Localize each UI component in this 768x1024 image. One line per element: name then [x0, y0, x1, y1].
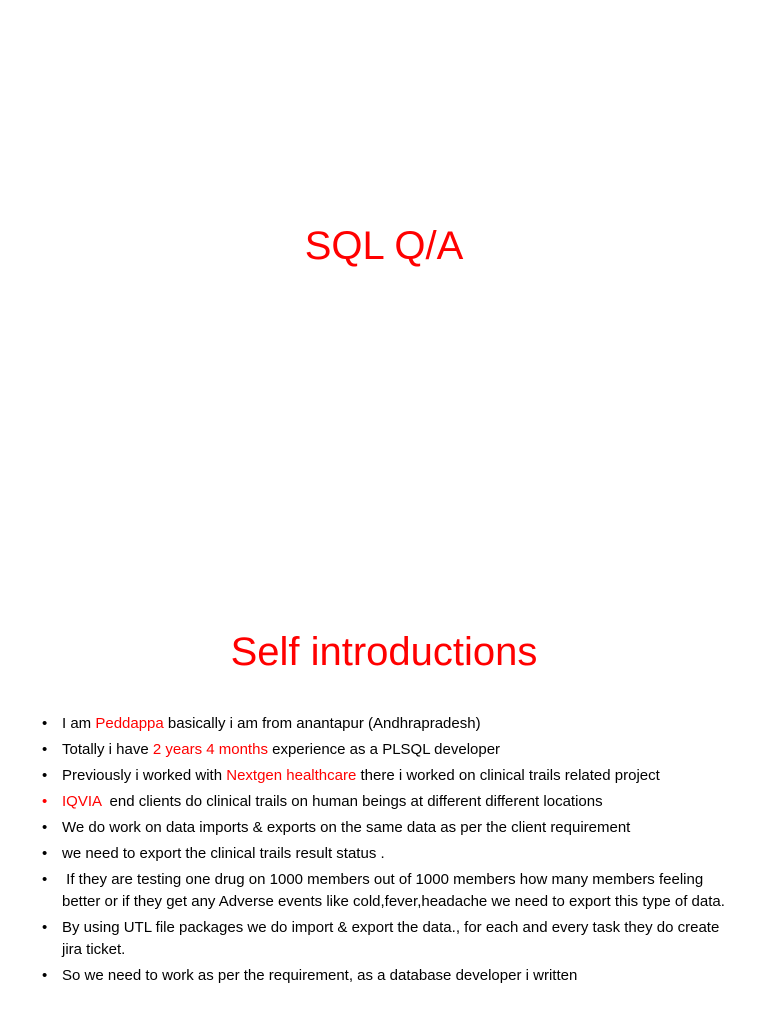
bullet-item — [40, 713, 730, 735]
slide-self-introductions — [0, 576, 768, 1024]
bullet-icon: • — [42, 793, 48, 810]
bullet-item — [40, 791, 730, 813]
bullet-icon: • — [42, 819, 48, 836]
bullet-icon: • — [42, 845, 48, 862]
bullet-text: Previously i worked with — [62, 767, 227, 784]
bullet-text: experience as a PLSQL developer — [267, 741, 501, 758]
bullet-item — [40, 765, 730, 787]
highlighted-company: Nextgen healthcare — [226, 767, 357, 784]
bullet-item — [40, 739, 730, 761]
bullet-text: We do work on data imports & exports on the same data as per the client requirement — [62, 819, 631, 836]
bullet-text: If they are testing one drug on 1000 members out of 1000 members how many members feeling better or if they get any Adverse events like cold,fever,headache we need to export this type of data. — [62, 871, 725, 910]
slide-title: SQL Q/A — [304, 224, 464, 268]
bullet-item — [40, 869, 730, 913]
bullet-list — [40, 713, 730, 991]
bullet-text: Totally i have — [62, 741, 153, 758]
bullet-text: basically i am from anantapur (Andhrapradesh) — [163, 715, 481, 732]
bullet-item — [40, 965, 730, 987]
bullet-icon: • — [42, 919, 48, 936]
bullet-icon: • — [42, 767, 48, 784]
bullet-item — [40, 917, 730, 961]
bullet-item — [40, 843, 730, 865]
bullet-item — [40, 817, 730, 839]
bullet-icon: • — [42, 715, 48, 732]
highlighted-client: IQVIA — [62, 793, 102, 810]
slide-heading: Self introductions — [230, 630, 538, 674]
highlighted-name: Peddappa — [95, 715, 164, 732]
bullet-text: end clients do clinical trails on human beings at different different locations — [101, 793, 603, 810]
bullet-icon: • — [42, 967, 48, 984]
bullet-text: we need to export the clinical trails result status . — [62, 845, 385, 862]
bullet-text: there i worked on clinical trails related project — [356, 767, 660, 784]
highlighted-experience: 2 years 4 months — [152, 741, 268, 758]
bullet-text: By using UTL file packages we do import & export the data., for each and every task they do create jira ticket. — [62, 919, 720, 958]
bullet-text: So we need to work as per the requirement, as a database developer i written — [62, 967, 578, 984]
bullet-icon: • — [42, 741, 48, 758]
bullet-icon: • — [42, 871, 48, 888]
bullet-text: I am — [62, 715, 96, 732]
